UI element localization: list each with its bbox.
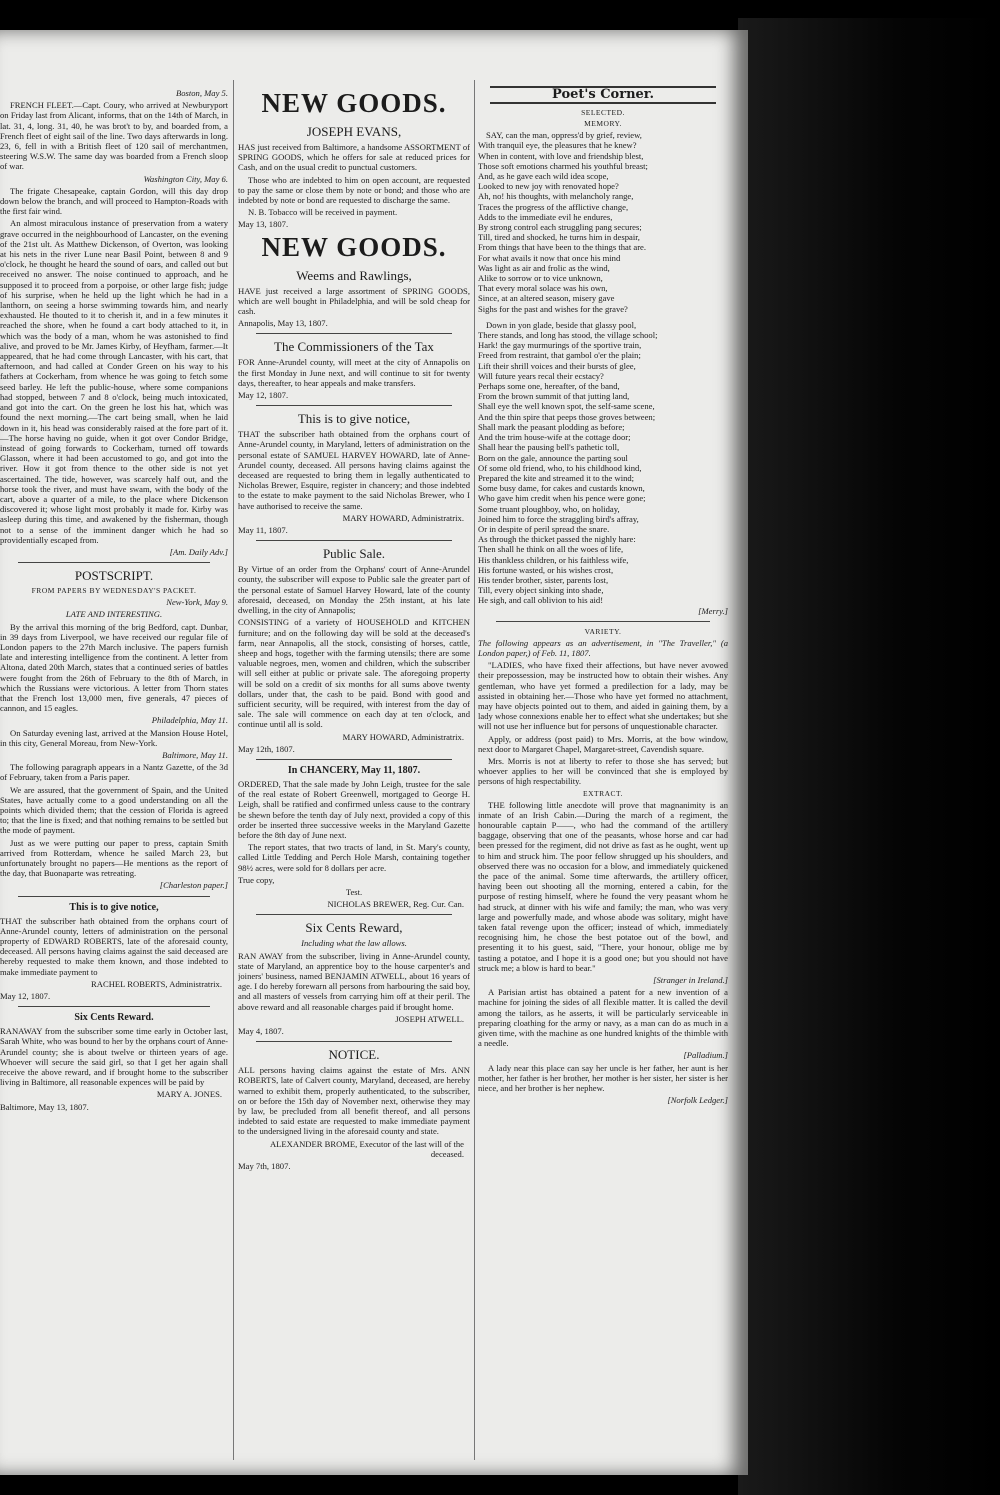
source-credit: [Charleston paper.] [159,880,228,891]
section-heading: POSTSCRIPT. [74,568,154,584]
poem-line: Adds to the immediate evil he endures, [478,211,613,222]
divider [18,562,210,563]
poem-body [478,130,728,605]
column-advertisements [238,86,470,1475]
ad-date: Baltimore, May 13, 1807. [0,1101,89,1112]
divider [18,1006,210,1007]
poem-line: Traces the progress of the afflictive change, [478,201,629,212]
ad-text: Those who are indebted to him on open account, are requested to pay the same or close them by note or bond; and those who are indebted by note or bond are requested to discharge the same. [238,174,470,206]
divider [18,896,210,897]
ad-merchant-name: JOSEPH EVANS, [306,124,402,139]
ad-heading: Six Cents Reward, [305,920,403,936]
poem-line: Some truant ploughboy, who, on holiday, [478,503,620,514]
poem-line: Looked to new joy with renovated hope? [478,181,619,192]
poem-line: Till, every object sinking into shade, [478,585,604,596]
ad-heading: Six Cents Reward. [74,1012,154,1024]
poem-line: Who gave him credit when his pence were gone; [478,493,646,504]
ad-text: RAN AWAY from the subscriber, living in Anne-Arundel county, state of Maryland, an apprentice boy to the house carpenter's and joiners' business, named BENJAMIN ATWELL, about 16 years of age. I do hereby forewarn all persons from harbouring the said boy, and all masters of vessels from carrying him off at their peril. The above reward and all reasonable charges paid if brought home. [238,950,470,1012]
poem-line: His thankless children, or his faithless wife, [478,554,629,565]
ad-signature: JOSEPH ATWELL. [395,1013,464,1024]
ad-text: THAT the subscriber hath obtained from the orphans court of Anne-Arundel county, letters of administration on the personal property of EDWARD ROBERTS, late of the aforesaid county, deceased. All persons having claims against the said deceased are hereby requested to make them known, and those indebted to make immediate payment to [0,915,228,977]
poem-line: There stands, and long has stood, the village school; [478,330,658,341]
poem-line: Sighs for the past and wishes for the grave? [478,303,628,314]
binding-shadow [738,18,1000,1495]
ad-heading: NOTICE. [328,1047,380,1063]
dateline: Washington City, May 6. [143,173,228,184]
article-paragraph: We are assured, that the government of Spain, and the United States, have actually come to a good understanding on all the points which divided them; that the cession of Florida is agreed to; that the line is fixed; and that nothing remains to be settled but the mode of payment. [0,784,228,836]
divider [256,405,452,406]
ad-text: N. B. Tobacco will be received in payment. [248,207,398,218]
poem-line: Some busy dame, for cakes and custards known, [478,483,645,494]
ad-text: True copy, [238,874,275,885]
poem-line: He sigh, and call oblivion to his aid! [478,595,604,606]
article-paragraph: "LADIES, who have fixed their affections, but have never avowed their prepossession, may be instructed how to obtain their wishes. Any gentleman, who have yet formed a predilection for a lady, may be assisted in obtaining her.—Those who have yet formed no attachment, may have objects pointed out to them, and aided in gaining them, by a lady whose connexions enable her to effect what she undertakes; but she will not use her influence but for persons of unquestionable character. [478,660,728,732]
ad-signature: ALEXANDER BROME, Executor of the last will of the deceased. [269,1138,464,1159]
column-rule [474,80,475,1460]
ad-subheading: Including what the law allows. [301,938,407,949]
poem-line: When in content, with love and friendship blest, [478,150,644,161]
source-credit: [Merry.] [698,605,728,616]
dateline: New-York, May 9. [166,597,228,608]
article-paragraph: THE following little anecdote will prove that magnanimity is an inmate of an Irish Cabin.—During the march of a regiment, the honourable captain P——, who had the command of the artillery baggage, observing that one of the peasants, whose horse and car had been pressed for the regiment, did not drive as fast as he ought, went up to him and struck him. The poor fellow shrugged up his shoulders, and observed there was no occasion for a blow, and immediately quickened the pace of the animal. Some time afterwards, the artillery officer, having been out shooting all the morning, entered a cabin, for the purpose of resting himself, where he found the very peasant whom he had struck, at dinner with his wife and family; the man, who was very large and powerfully made, and whose abode was solitary, might have taken fatal revenge upon the officer; instead of which, immediately recognising him, he chose the best potatoe out of the bowl, and presenting it to his guest, said, "There, your honour, oblige me by tasting a potatoe, and I hope it is a good one; but you should not have struck me; a blow is hard to bear." [478,799,728,973]
ad-text: CONSISTING of a variety of HOUSEHOLD and KITCHEN furniture; and on the following day will be sold at the deceased's farm, near Annapolis, all the stock, consisting of horses, cattle, sheep and hogs, together with the farming utensils; there are some valuable negroes, men, women and children, which the subscriber will sell either at public or private sale. The aforegoing property will be sold on a credit of six months for all sums above twenty dollars, under that, the cash to be paid. Bond with good and sufficient security, will be required, with interest from the day of sale. The sale will commence on each day at ten o'clock, and continue until all is sold. [238,617,470,730]
ad-text: By Virtue of an order from the Orphans' court of Anne-Arundel county, the subscriber will expose to Public sale the greater part of the personal estate of Samuel Harvey Howard, late of the county aforesaid, deceased, on Monday the 25th instant, at his late dwelling, in the city of Annapolis; [238,564,470,616]
poem-line: From the brown summit of that jutting land, [478,391,630,402]
poem-line: That every moral solace was his own, [478,283,608,294]
ad-text: RANAWAY from the subscriber some time early in October last, Sarah White, who was bound to her by the orphans court of Anne-Arundel county; she is about twelve or thirteen years of age. Whoever will secure the said girl, so that I get her again shall receive the above reward, and if brought home to the subscriber living in Baltimore, all reasonable expences will be paid by [0,1026,228,1088]
ad-title-new-goods: NEW GOODS. [261,88,447,118]
ad-text: ALL persons having claims against the estate of Mrs. ANN ROBERTS, late of Calvert county, Maryland, deceased, are hereby warned to exhibit them, properly authenticated, to the subscriber, on or before the 15th day of November next, otherwise they may by law, be precluded from all benefit thereof, and all persons indebted to said estate are requested to make immediate payment to the undersigned living in the aforesaid county and state. [238,1065,470,1137]
poem-line: Joined him to force the straggling bird's affray, [478,513,639,524]
article-paragraph: On Saturday evening last, arrived at the Mansion House Hotel, in this city, General Moreau, from New-York. [0,727,228,748]
ad-date: May 13, 1807. [238,219,289,230]
poem-line: Born on the gale, announce the parting soul [478,452,628,463]
article-paragraph: By the arrival this morning of the brig Bedford, capt. Dunbar, in 39 days from Liverpool, we have received our regular file of London papers to the 27th March inclusive. The papers furnish late and interesting intelligence from the continent. A letter from Altona, dated 20th March, states that a continued series of battles were fought from the 26th of February to the 8th of March, in which the Russians were victorious. A letter from Thorn states that the French lost 13,000 men, five generals, 47 pieces of cannon, and 15 eagles. [0,621,228,714]
poem-line: Shall hear the pausing bell's pathetic toll, [478,442,620,453]
ad-heading: This is to give notice, [297,411,411,427]
poem-line: Freed from restraint, that gambol o'er the plain; [478,350,641,361]
newspaper-page [0,30,748,1475]
poem-title: MEMORY. [584,119,622,129]
poem-line: His tender brother, sister, parents lost, [478,574,609,585]
poem-line: Till, tired and shocked, he turns him in despair, [478,232,640,243]
source-credit: [Am. Daily Adv.] [169,546,228,557]
poem-line: His fortune wasted, or his wishes crost, [478,564,614,575]
ad-signature: MARY HOWARD, Administratrix. [342,512,464,523]
column-news [0,86,228,1475]
ad-date: May 11, 1807. [238,525,288,536]
poem-line: Of some old friend, who, to his childhood kind, [478,462,642,473]
poem-line: Lift their shrill voices and their bursts of glee, [478,360,636,371]
source-credit: [Palladium.] [683,1050,728,1061]
ad-signature: MARY A. JONES. [156,1089,222,1100]
poem-line: SAY, can the man, oppress'd by grief, review, [486,130,642,141]
section-heading: VARIETY. [584,626,622,636]
article-paragraph: FRENCH FLEET.—Capt. Coury, who arrived at Newburyport on Friday last from Alicant, informs, that on the 14th of March, in lat. 31, 4, long. 31, 40, he was brot't to by, and boarded from, a French fleet of eight sail of the line. Two days afterwards in long. 23, 6, fell in with a British fleet of 120 sail of merchantmen, steering W.S.W. The same day was boarded from a French sloop of war. [0,100,228,172]
ad-title-new-goods: NEW GOODS. [261,231,447,262]
article-paragraph: The following paragraph appears in a Nantz Gazette, of the 3d of February, taken from a Paris paper. [0,762,228,783]
poem-line: Then shall he think on all the woes of life, [478,544,624,555]
poem-line: By strong control each struggling pang secures; [478,222,642,233]
poem-line: Those soft emotions charmed his youthful breast; [478,160,648,171]
poem-line: From things that have been to the things that are. [478,242,647,253]
divider [256,759,452,760]
ad-heading: This is to give notice, [69,901,159,913]
ad-text: Test. [345,886,363,897]
article-intro: The following appears as an advertisement, in "The Traveller," (a London paper,) of Feb. 11, 1807. [478,637,728,658]
ad-heading: The Commissioners of the Tax [274,339,434,355]
ad-merchant-name: Weems and Rawlings, [296,267,412,283]
ad-text: HAS just received from Baltimore, a handsome ASSORTMENT of SPRING GOODS, which he offers for sale at reduced prices for Cash, and on the usual credit to punctual customers. [238,142,470,173]
article-paragraph: An almost miraculous instance of preservation from a watery grave occurred in the neighbourhood of Lancaster, on the evening of the 21st ult. As Matthew Dickenson, of Overton, was looking at his nets in the river Lune near Basil Point, between 8 and 9 o'clock, he thought he heard the sound of oars, and called out but received no answer. The noise continued to approach, and he supposed it to proceed from a porpoise, or other large fish; judge of his surprise, when he held up the light which he had in a lanthorn, on seeing a horse swimming towards him, and nearly exhausted. He thouted to it to cherish it, and in a few minutes it reached the shore, when he found a cart body attached to it, in which was the body of a man, whom he was astonished to find alive, and proved to be Mr. James Kirby, of Heyfham, farmer.—It appeared, that he had come through Lancaster, with his cart, that afternoon, and had called at Conder Green on his way to his fathers at Cockerham, from whence he was going to fetch some seed barley. He left the public-house, where some companions had stopped, between 7 and 8 o'clock, being much intoxicated, and got into the cart. On the green he lost his hat, which was found the next morning.—The cart being small, when he laid down in it, his head was considerably raised at the fore part of it.—The horse having no guide, when it got over Condor Bridge, instead of going forwards to Cockerham, turned off towards Glasson, where it had been accustomed to go, and got into the river. How it got from thence to the other side is not yet ascertained. The tide, however, was scarcely half out, and the horse took the river, and must have swam, with the body of the cart, above a quarter of a mile, to the place where Dickenson discovered it; whose light most probably it made for. Kirby was asleep during this time, and awakened by the fisherman, though not to a sense of the imminent danger which he had so providentially escaped from. [0,218,228,545]
poem-line: Will future years recal their ecstacy? [478,370,604,381]
poem-line: As through the thicket passed the nighly hare: [478,534,636,545]
ad-date: Annapolis, May 13, 1807. [238,318,328,329]
dateline: Philadelphia, May 11. [151,715,228,726]
poem-line: Shall mark the peasant plodding as before; [478,421,625,432]
divider [256,914,452,915]
ad-date: May 12, 1807. [0,991,51,1002]
poem-line: And the thin spire that peeps those groves between; [478,411,656,422]
poem-line: With tranquil eye, the pleasures that he knew? [478,140,637,151]
divider [496,621,710,622]
divider [256,1041,452,1042]
poem-line: Perhaps some one, hereafter, of the band, [478,381,620,392]
poem-line: Since, at an altered season, misery gave [478,293,615,304]
poem-line: Alike to sorrow or to vice unknown, [478,273,603,284]
divider [256,333,452,334]
poem-line: And, as he gave each wild idea scope, [478,171,609,182]
section-subheading: SELECTED. [581,108,625,118]
dateline: Boston, May 5. [175,88,228,98]
ad-date: May 12, 1807. [238,390,289,401]
ad-heading: Public Sale. [322,546,386,562]
ad-text: THAT the subscriber hath obtained from the orphans court of Anne-Arundel county, in Maryland, letters of administration on the personal estate of SAMUEL HARVEY HOWARD, late of Anne-Arundel county, deceased. All persons having claims against the deceased are requested to bring them in legally authenticated to Nicholas Brewer, Esquire, register in chancery; and those indebted to the estate to make payment to the said Nicholas Brewer, who I have authorised to receive the same. [238,429,470,511]
ad-text: The report states, that two tracts of land, in St. Mary's county, called Little Tedding and Perch Hole Marsh, containing together 98½ acres, were sold for 8 dollars per acre. [238,842,470,873]
article-heading: LATE AND INTERESTING. [65,609,163,620]
ad-signature: RACHEL ROBERTS, Administratrix. [91,978,222,989]
poem-line: Or in despite of peril spread the snare. [478,523,610,534]
ad-text: FOR Anne-Arundel county, will meet at the city of Annapolis on the first Monday in June next, and will continue to sit for twenty days, thereafter, to hear appeals and make transfers. [238,357,470,388]
article-paragraph: A lady near this place can say her uncle is her father, her aunt is her mother, her father is her brother, her mother is her sister, her sister is her niece, and her brother is her nephew. [478,1062,728,1094]
poem-line: Hark! the gay murmurings of the sportive train, [478,340,642,351]
ad-date: May 7th, 1807. [238,1161,291,1172]
ad-signature: NICHOLAS BREWER, Reg. Cur. Can. [327,899,464,910]
column-poetry-variety [478,86,728,1475]
ad-text: HAVE just received a large assortment of SPRING GOODS, which are well bought in Philadelphia, and will be sold cheap for cash. [238,285,470,317]
article-paragraph: Apply, or address (post paid) to Mrs. Morris, at the bow window, next door to Margaret Chapel, Margaret-street, Cavendish square. [478,733,728,754]
poem-line: For what avails it now that once his mind [478,252,621,263]
ad-signature: MARY HOWARD, Administratrix. [342,731,464,742]
poem-line: Ah, no! his thoughts, with melancholy range, [478,191,634,202]
ad-date: May 4, 1807. [238,1026,284,1036]
source-credit: [Norfolk Ledger.] [667,1095,728,1106]
ad-heading: In CHANCERY, May 11, 1807. [287,764,421,776]
poem-line: Prepared the kite and streamed it to the wind; [478,472,635,483]
section-heading-poets-corner: Poet's Corner. [490,86,716,104]
poem-line: Down in yon glade, beside that glassy pool, [486,319,637,330]
dateline: Baltimore, May 11. [162,749,228,760]
article-paragraph: Just as we were putting our paper to press, captain Smith arrived from Rotterdam, whence he sailed March 23, but unfortunately brought no papers—He mentions as the report of the day, that Buonaparte was retreating. [0,837,228,879]
ad-date: May 12th, 1807. [238,743,295,754]
source-credit: [Stranger in Ireland.] [653,975,728,986]
article-paragraph: The frigate Chesapeake, captain Gordon, will this day drop down below the branch, and will proceed to Hampton-Roads with the first fair wind. [0,185,228,217]
poem-line: Was light as air and frolic as the wind, [478,262,610,273]
section-heading: EXTRACT. [583,788,623,798]
article-paragraph: Mrs. Morris is not at liberty to refer to those she has served; but whoever applies to her will be convinced that she is employed by persons of high respectability. [478,755,728,787]
section-subheading: FROM PAPERS BY WEDNESDAY'S PACKET. [31,586,197,596]
divider [256,540,452,541]
article-paragraph: A Parisian artist has obtained a patent for a new invention of a machine for joining the sides of all flexible matter. It is called the devil among the tailors, as he asserts, it will be particularly serviceable in preparing cloathing for the army or navy, as a man can do as much in a given time, with the machine as one hundred knights of the thimble with a needle. [478,987,728,1049]
ad-text: ORDERED, That the sale made by John Leigh, trustee for the sale of the real estate of Robert Greenwell, mortgaged to George H. Leigh, shall be ratified and confirmed unless cause to the contrary be shewn before the tenth day of July next, provided a copy of this order be inserted three successive weeks in the Maryland Gazette before the 8th day of June next. [238,778,470,840]
poem-line: And the trim house-wife at the cottage door; [478,432,631,443]
poem-line: Shall eye the well known spot, the self-same scene, [478,401,655,412]
column-rule [233,80,234,1460]
